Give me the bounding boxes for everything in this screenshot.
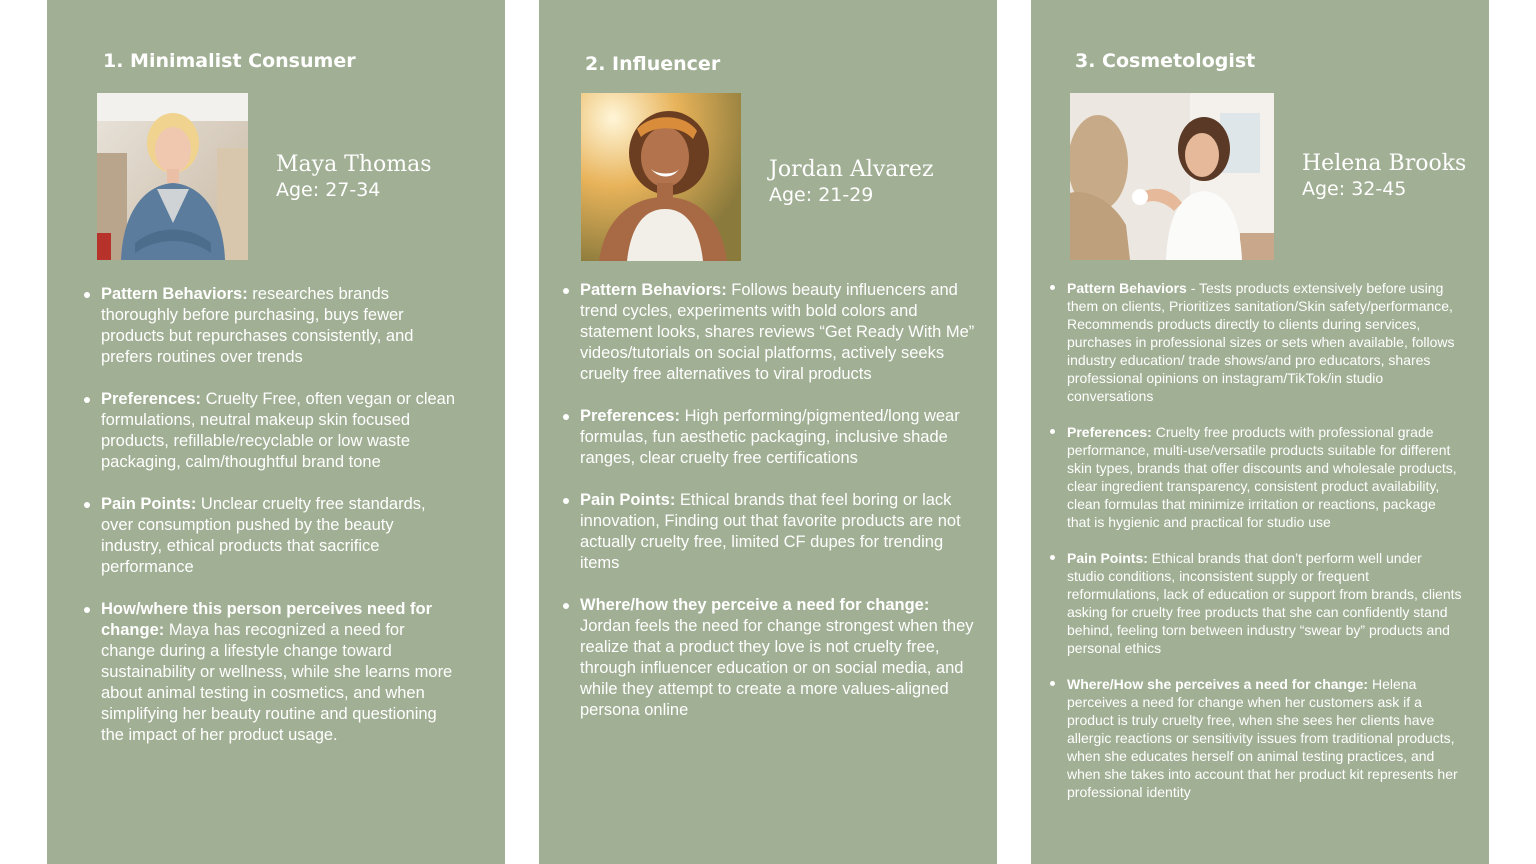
bullet-preferences: Preferences: Cruelty Free, often vegan or clean formulations, neutral makeup skin focused products, refillable/recyclable or low waste packaging, calm/thoughtful brand tone — [84, 389, 456, 473]
persona-details — [1050, 279, 1462, 819]
persona-card-minimalist-consumer — [47, 0, 505, 864]
bullet-preferences: Preferences: High performing/pigmented/long wear formulas, fun aesthetic packaging, inclusive shade ranges, clear cruelty free certifications — [563, 406, 978, 469]
persona-identity — [769, 157, 934, 207]
persona-name: Maya Thomas — [276, 152, 432, 177]
persona-name: Jordan Alvarez — [769, 157, 934, 182]
persona-name: Helena Brooks — [1302, 151, 1467, 176]
persona-title: 2. Influencer — [585, 53, 721, 75]
persona-age: Age: 32-45 — [1302, 178, 1407, 200]
bullet-need-for-change: How/where this person perceives need for change: Maya has recognized a need for change during a lifestyle change toward sustainability or wellness, while she learns more about animal testing in cosmetics, and when simplifying her beauty routine and questioning the impact of her product usage. — [84, 599, 456, 746]
persona-title: 3. Cosmetologist — [1075, 50, 1256, 72]
persona-age: Age: 21-29 — [769, 184, 874, 206]
persona-photo-helena — [1070, 93, 1274, 260]
bullet-pattern-behaviors: Pattern Behaviors: Follows beauty influencers and trend cycles, experiments with bold colors and statement looks, shares reviews “Get Ready With Me” videos/tutorials on social platforms, actively seeks cruelty free alternatives to viral products — [563, 280, 978, 385]
bullet-need-for-change: Where/How she perceives a need for change: Helena perceives a need for change when her customers ask if a product is truly cruelty free, when she sees her clients have allergic reactions or sensitivity issues from traditional products, when she educates herself on animal testing practices, and when she takes into account that her product kit represents her professional identity — [1050, 675, 1462, 801]
persona-photo-jordan — [581, 93, 741, 261]
persona-details — [84, 284, 456, 767]
persona-card-influencer — [539, 0, 997, 864]
bullet-pain-points: Pain Points: Ethical brands that don’t perform well under studio conditions, inconsistent supply or frequent reformulations, lack of education or support from brands, clients asking for cruelty free products that she can confidently stand behind, feeling torn between industry “swear by” products and personal ethics — [1050, 549, 1462, 657]
persona-age: Age: 27-34 — [276, 179, 381, 201]
persona-title: 1. Minimalist Consumer — [103, 50, 356, 72]
bullet-pattern-behaviors: Pattern Behaviors - Tests products extensively before using them on clients, Prioritizes sanitation/Skin safety/performance, Recommends products directly to clients during services, purchases in professional sizes or sets when available, follows industry education/ trade shows/and pro educators, shares professional opinions on instagram/TikTok/in studio conversations — [1050, 279, 1462, 405]
persona-card-cosmetologist — [1031, 0, 1489, 864]
persona-identity — [1302, 151, 1466, 201]
bullet-pain-points: Pain Points: Unclear cruelty free standards, over consumption pushed by the beauty industry, ethical products that sacrifice performance — [84, 494, 456, 578]
persona-identity — [276, 152, 432, 202]
bullet-need-for-change: Where/how they perceive a need for change: Jordan feels the need for change strongest when they realize that a product they love is not cruelty free, through influencer education or on social media, and while they attempt to create a more values-aligned persona online — [563, 595, 978, 721]
bullet-pain-points: Pain Points: Ethical brands that feel boring or lack innovation, Finding out that favorite products are not actually cruelty free, limited CF dupes for trending items — [563, 490, 978, 574]
bullet-preferences: Preferences: Cruelty free products with professional grade performance, multi-use/versatile products suitable for different skin types, brands that offer discounts and wholesale products, clear ingredient transparency, consistent product availability, clean formulas that minimize irritation or reactions, package that is hygienic and practical for studio use — [1050, 423, 1462, 531]
persona-photo-maya — [97, 93, 248, 260]
bullet-pattern-behaviors: Pattern Behaviors: researches brands thoroughly before purchasing, buys fewer products but repurchases consistently, and prefers routines over trends — [84, 284, 456, 368]
persona-details — [563, 280, 978, 742]
